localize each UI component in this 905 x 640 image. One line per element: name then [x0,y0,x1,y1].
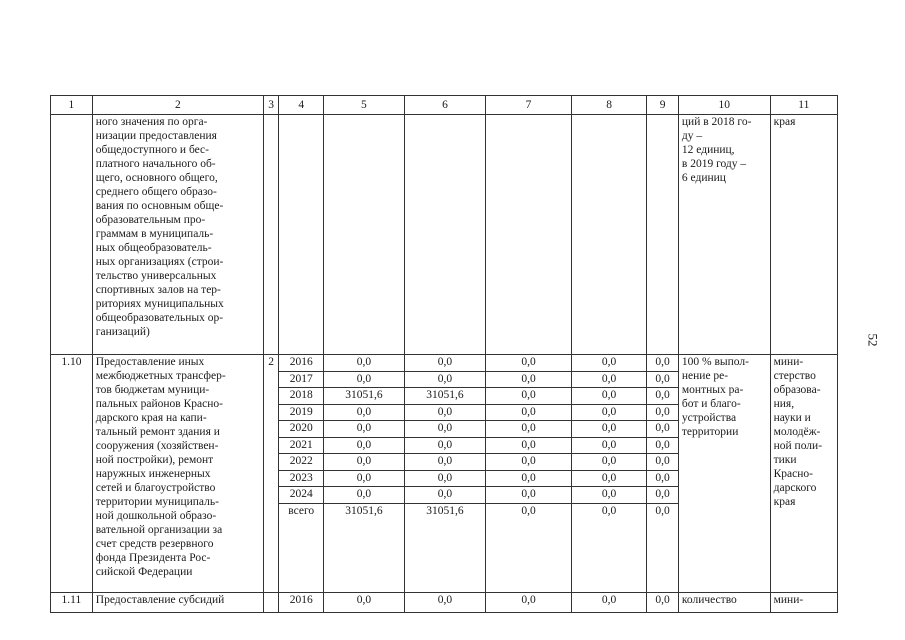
list-cell: 0,0 [521,504,536,517]
year-list [279,355,323,519]
col-header: 7 [486,96,572,115]
list-cell: 0,0 [486,487,571,504]
list-cell: 2024 [279,487,323,504]
column-header-row [51,96,838,115]
list-cell: 0,0 [647,471,678,488]
list-cell: 0,0 [647,487,678,504]
activity-description: ного значения по орга- низации предоставления общедоступного и бес- платного начального об- щего, основного общего, среднего общего образо- вания по основным обще- образовательным про- граммам в муниципаль- ных общеобразователь- ных организациях (строи- тельство универсальных спортивных залов на тер- риториях муниципальных общеобразовательных ор- ганизаций) [92,115,263,355]
col-header: 6 [404,96,486,115]
list-cell: 0,0 [486,421,571,438]
table-row-1-11 [51,593,838,613]
federal-budget-values [486,355,571,519]
other-sources-values [647,355,678,519]
table-row-continued [51,115,838,355]
list-cell: 0,0 [647,438,678,455]
list-cell: 0,0 [572,372,646,389]
value: 0,0 [571,593,646,613]
col-header: 1 [51,96,93,115]
value: 0,0 [404,593,486,613]
responsible-body: мини- [770,593,837,613]
col-header: 11 [770,96,837,115]
list-cell: 0,0 [655,504,670,517]
col-header: 2 [92,96,263,115]
list-cell: 2020 [279,421,323,438]
list-cell: 0,0 [324,421,404,438]
list-cell: 0,0 [486,388,571,405]
list-cell: 0,0 [405,471,486,488]
list-cell: 0,0 [324,355,404,372]
list-cell: 31051,6 [405,388,486,405]
list-cell: 0,0 [405,454,486,471]
list-cell: 2023 [279,471,323,488]
regional-budget-values [405,355,486,519]
list-cell: 0,0 [324,372,404,389]
list-cell: 2018 [279,388,323,405]
list-cell: 0,0 [405,405,486,422]
list-cell: 2016 [279,355,323,372]
result-indicator: ций в 2018 го- ду – 12 единиц, в 2019 году – 6 единиц [678,115,770,355]
col-header: 4 [279,96,324,115]
page-number: 52 [865,333,881,347]
total-funding-values [324,355,404,519]
program-table [50,95,838,613]
value: 0,0 [486,593,572,613]
responsible-body: края [770,115,837,355]
list-cell: 0,0 [647,388,678,405]
col-header: 10 [678,96,770,115]
list-cell: 0,0 [572,471,646,488]
value: 0,0 [324,593,405,613]
list-cell: 31051,6 [426,504,464,517]
list-cell: 0,0 [572,487,646,504]
list-cell: 0,0 [572,355,646,372]
row-number: 1.11 [51,593,93,613]
activity-description: Предоставление субсидий [92,593,263,613]
list-cell: 0,0 [486,372,571,389]
col-header: 3 [264,96,279,115]
list-cell: 31051,6 [324,388,404,405]
list-cell: 0,0 [647,421,678,438]
col-header: 5 [324,96,405,115]
value: 0,0 [647,593,679,613]
list-cell: 0,0 [405,487,486,504]
local-budget-values [572,355,646,519]
result-indicator: количество [678,593,770,613]
list-cell: 0,0 [405,355,486,372]
responsible-body: мини- стерство образова- ния, науки и молодёж- ной поли- тики Красно- дарского края [770,355,837,593]
list-cell: 2017 [279,372,323,389]
list-cell: 0,0 [647,355,678,372]
list-cell: 31051,6 [345,504,383,517]
list-cell: 0,0 [572,421,646,438]
table-row-1-10 [51,355,838,593]
list-cell: 0,0 [647,454,678,471]
list-cell: 0,0 [572,405,646,422]
list-cell: 2019 [279,405,323,422]
row-number: 1.10 [51,355,93,593]
list-cell: 0,0 [572,438,646,455]
list-cell: 0,0 [405,421,486,438]
list-cell: 0,0 [324,487,404,504]
status-code: 2 [264,355,279,593]
list-cell: 0,0 [324,471,404,488]
list-cell: всего [288,504,315,517]
list-cell: 0,0 [486,454,571,471]
list-cell: 0,0 [601,504,617,517]
list-cell: 2022 [279,454,323,471]
year: 2016 [279,593,324,613]
list-cell: 0,0 [647,405,678,422]
list-cell: 0,0 [572,454,646,471]
col-header: 9 [647,96,679,115]
list-cell: 0,0 [647,372,678,389]
list-cell: 2021 [279,438,323,455]
activity-description: Предоставление иных межбюджетных трансфер- тов бюджетам муници- пальных районов Красно- дарского края на капи- тальный ремонт здания и сооружения (хозяйствен- ной постройки), ремонт наружных инженерных сетей и благоустройство территории муниципаль- ной дошкольной образо- вательной организации за счет средств резервного фонда Президента Рос- сийской Федерации [92,355,263,593]
result-indicator: 100 % выпол- нение ре- монтных ра- бот и благо- устройства территории [678,355,770,593]
list-cell: 0,0 [486,471,571,488]
list-cell: 0,0 [324,438,404,455]
list-cell: 0,0 [324,405,404,422]
list-cell: 0,0 [405,438,486,455]
list-cell: 0,0 [324,454,404,471]
list-cell: 0,0 [405,372,486,389]
col-header: 8 [571,96,646,115]
list-cell: 0,0 [486,355,571,372]
list-cell: 0,0 [486,405,571,422]
list-cell: 0,0 [486,438,571,455]
list-cell: 0,0 [572,388,646,405]
